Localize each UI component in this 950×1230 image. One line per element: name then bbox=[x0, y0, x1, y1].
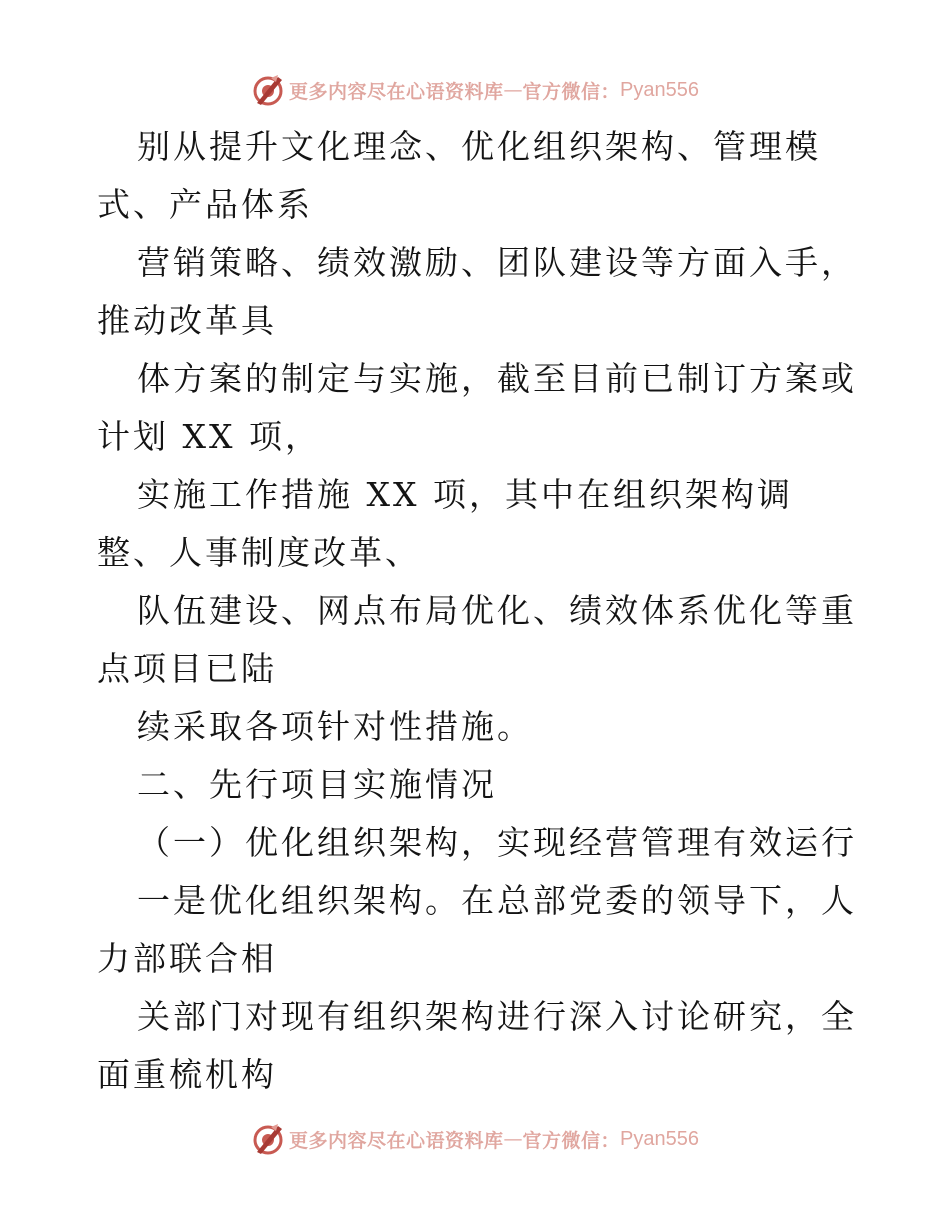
paragraph: 体方案的制定与实施，截至目前已制订方案或计划 XX 项， bbox=[97, 359, 857, 456]
quill-logo-icon bbox=[251, 1122, 285, 1156]
watermark-text: 更多内容尽在心语资料库 bbox=[289, 1129, 504, 1152]
watermark-separator: — bbox=[503, 79, 523, 101]
subsection-heading: （一）优化组织架构，实现经营管理有效运行 bbox=[137, 823, 857, 862]
watermark-footer bbox=[0, 1117, 950, 1161]
paragraph: 关部门对现有组织架构进行深入讨论研究，全面重梳机构 bbox=[97, 997, 857, 1094]
watermark-contact-handle: Pyan556 bbox=[620, 1127, 699, 1150]
paragraph: 别从提升文化理念、优化组织架构、管理模式、产品体系 bbox=[97, 127, 821, 224]
watermark-text: 更多内容尽在心语资料库 bbox=[289, 80, 504, 103]
paragraph: 营销策略、绩效激励、团队建设等方面入手，推动改革具 bbox=[97, 243, 857, 340]
quill-logo-icon bbox=[251, 73, 285, 107]
watermark-header bbox=[0, 68, 950, 112]
paragraph: 实施工作措施 XX 项，其中在组织架构调整、人事制度改革、 bbox=[97, 475, 793, 572]
watermark-contact-handle: Pyan556 bbox=[620, 78, 699, 101]
section-heading: 二、先行项目实施情况 bbox=[137, 765, 497, 804]
paragraph: 续采取各项针对性措施。 bbox=[137, 707, 533, 746]
document-body bbox=[97, 118, 857, 1104]
paragraph: 队伍建设、网点布局优化、绩效体系优化等重点项目已陆 bbox=[97, 591, 857, 688]
paragraph: 一是优化组织架构。在总部党委的领导下，人力部联合相 bbox=[97, 881, 857, 978]
watermark-contact-label: 官方微信： bbox=[522, 1129, 621, 1152]
watermark-contact-label: 官方微信： bbox=[522, 80, 621, 103]
watermark-separator: — bbox=[503, 1128, 523, 1150]
